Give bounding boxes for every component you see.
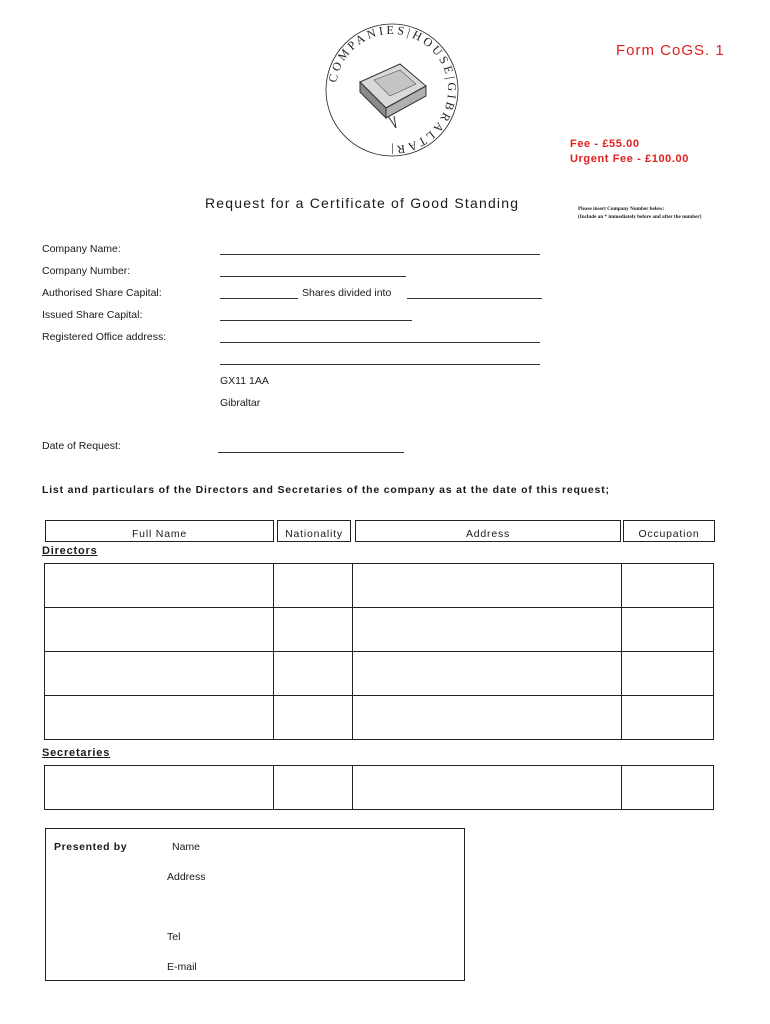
director-4-address-cell[interactable] (352, 695, 622, 740)
secretaries-table (44, 765, 714, 810)
company-name-label: Company Name: (42, 243, 121, 255)
authorised-capital-label: Authorised Share Capital: (42, 287, 162, 299)
registered-office-label: Registered Office address: (42, 331, 167, 343)
issued-capital-field[interactable] (220, 320, 412, 321)
page-title: Request for a Certificate of Good Standing (205, 195, 520, 211)
shares-divided-field[interactable] (407, 298, 542, 299)
logo-ring-text: COMPANIES|HOUSE|GIBRALTAR| (325, 22, 460, 158)
presenter-tel-label: Tel (167, 931, 181, 943)
list-heading: List and particulars of the Directors and Secretaries of the company as at the date of this request; (42, 484, 610, 496)
date-of-request-label: Date of Request: (42, 440, 121, 452)
director-1-name-cell[interactable] (44, 563, 274, 608)
fee: Fee - £55.00 (570, 138, 640, 150)
secretary-1-occupation-cell[interactable] (621, 765, 714, 810)
presenter-name-label: Name (172, 841, 201, 853)
note-line1: Please insert Company Number below: (578, 206, 665, 212)
secretary-1-nationality-cell[interactable] (273, 765, 353, 810)
presented-by-box (45, 828, 465, 981)
director-1-occupation-cell[interactable] (621, 563, 714, 608)
director-3-address-cell[interactable] (352, 651, 622, 696)
registered-office-field-line1[interactable] (220, 342, 540, 343)
director-3-occupation-cell[interactable] (621, 651, 714, 696)
registered-office-field-line2[interactable] (220, 364, 540, 365)
date-of-request-field[interactable] (218, 452, 404, 453)
secretary-1-name-cell[interactable] (44, 765, 274, 810)
col-header-label: Address (465, 528, 511, 540)
country: Gibraltar (220, 397, 261, 409)
col-header-address (355, 520, 621, 542)
director-2-name-cell[interactable] (44, 607, 274, 652)
directors-label: Directors (42, 545, 98, 557)
secretary-1-address-cell[interactable] (352, 765, 622, 810)
director-3-name-cell[interactable] (44, 651, 274, 696)
director-2-address-cell[interactable] (352, 607, 622, 652)
company-number-label: Company Number: (42, 265, 131, 277)
book-icon (360, 64, 426, 128)
director-4-nationality-cell[interactable] (273, 695, 353, 740)
directors-table (44, 563, 714, 740)
director-4-name-cell[interactable] (44, 695, 274, 740)
presenter-address-label: Address (167, 871, 206, 883)
issued-capital-label: Issued Share Capital: (42, 309, 143, 321)
director-4-occupation-cell[interactable] (621, 695, 714, 740)
secretaries-label: Secretaries (42, 747, 111, 759)
director-2-occupation-cell[interactable] (621, 607, 714, 652)
authorised-capital-field[interactable] (220, 298, 298, 299)
presenter-email-label: E-mail (167, 961, 197, 973)
col-header-label: Nationality (285, 528, 343, 540)
urgent-fee: Urgent Fee - £100.00 (570, 153, 689, 165)
director-1-nationality-cell[interactable] (273, 563, 353, 608)
presented-by-label: Presented by (54, 841, 128, 853)
companies-house-logo (322, 20, 462, 160)
director-2-nationality-cell[interactable] (273, 607, 353, 652)
col-header-occupation (623, 520, 715, 542)
company-name-field[interactable] (220, 254, 540, 255)
director-3-nationality-cell[interactable] (273, 651, 353, 696)
shares-divided-label: Shares divided into (302, 287, 392, 299)
form-id: Form CoGS. 1 (616, 42, 725, 59)
postcode: GX11 1AA (220, 375, 269, 387)
note-line2: (Include an * immediately before and after the number) (578, 214, 702, 220)
col-header-label: Full Name (131, 528, 188, 540)
company-number-field[interactable] (220, 276, 406, 277)
col-header-label: Occupation (638, 528, 700, 540)
director-1-address-cell[interactable] (352, 563, 622, 608)
col-header-nationality (277, 520, 351, 542)
col-header-full-name (45, 520, 274, 542)
